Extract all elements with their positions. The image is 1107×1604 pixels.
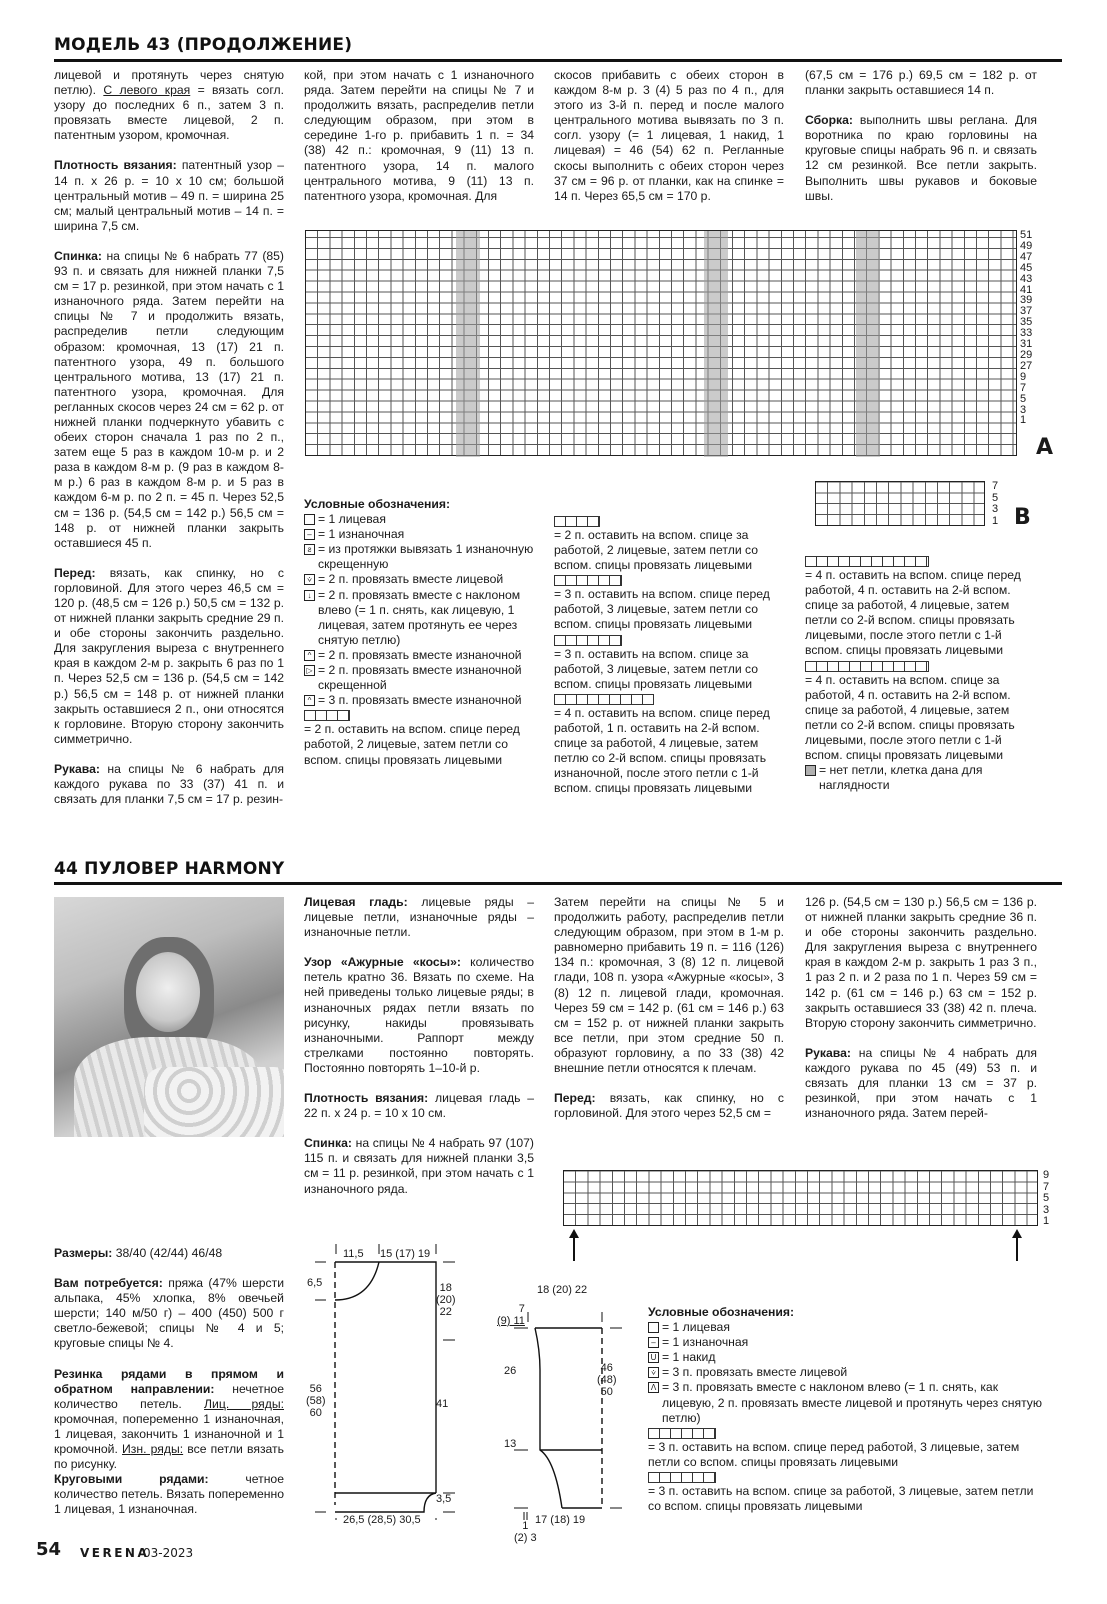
cable-4-4-4-back-symbol-icon <box>805 661 929 672</box>
legend-item: ^ = 3 п. провязать вместе изнаночной <box>304 693 536 708</box>
chart-a-letter: A <box>1036 435 1054 460</box>
magazine-brand: VERENA <box>80 1546 150 1560</box>
cable-3-3-front-symbol-icon <box>554 575 622 586</box>
front-paragraph: Перед: вязать, как спинку, но с горловиной. Для этого через 46,5 см = 120 р. (48,5 см = 126 р.) 50,5 см = 132 р. от нижней планки закрыть средние 29 п. и обе стороны закончить раздельно. Для закругления выреза с внутреннего края в каждом 2-м р. закрыть 6 раз по 1 п. Через 52,5 см = 136 р. (54,5 см = 142 р.) 56,5 см = 148 р. от нижней планки закрыть оставшиеся 2 п., они относятся к горловине. Вторую сторону закончить симметрично. <box>54 565 284 746</box>
magazine-issue: 03-2023 <box>143 1546 194 1560</box>
left-edge-label: С левого края <box>103 83 191 98</box>
cable-3-3-back-symbol-icon <box>554 635 622 646</box>
rib-paragraph: Резинка рядами в прямом и обратном направлении: нечетное количество петель. Лиц. ряды: кромочная, попеременно 1 изнаночная, 1 лицевая, закончить 1 изнаночной и 1 кромочной. Изн. ряды: все петли вязать по рисунку. <box>54 1366 284 1472</box>
p3tog-symbol-icon: ^ <box>304 695 315 706</box>
cable-2-2-front-symbol-icon <box>304 710 350 721</box>
legend-item: ƨ = из протяжки вывязать 1 изнаночную скрещенную <box>304 542 536 572</box>
assembly-paragraph: Сборка: выполнить швы реглана. Для воротника по краю горловины на круговые спицы набрать 96 п. и связать 12 см резинкой. Все петли закрыть. Выполнить швы рукавов и боковые швы. <box>805 113 1037 203</box>
no-stitch-column <box>856 231 880 457</box>
schematic-shoulder-height: 18 (20) 22 <box>436 1282 456 1318</box>
model-photo <box>54 897 284 1137</box>
no-stitch-column <box>704 231 728 457</box>
legend-item: = 1 лицевая <box>648 1320 1043 1335</box>
back-paragraph: Спинка: на спицы № 6 набрать 77 (85) 93 п. и связать для нижней планки 7,5 см = 17 р. резинкой, при этом начать с 1 изнаночного ряда. Затем перейти на спицы № 7 и продолжить вязать, распределив петли следующим образом: кромочная, 13 (17) 21 п. патентного узора, 49 п. большого центрального мотива, 13 (17) 21 п. патентного узора, кромочная. Для регланных скосов через 24 см = 62 р. от нижней планки подчеркнуто убавить с обеих сторон сначала 1 раз по 2 п., затем еще 5 раз в каждом 10-м р. и 2 раза в каждом 8-м р. (9 раз в каждом 8-м р.) 6 раз в каждом 8-м р. и 5 раз в каждом 6-м р. по 2 п. = 45 п. Через 52,5 см = 136 р. (54,5 см = 142 р.) 56,5 см = 148 р. от нижней планки закрыть оставшиеся 45 п. <box>54 248 284 550</box>
knit-symbol-icon <box>648 1322 659 1333</box>
sleeves-paragraph: Рукава: на спицы № 4 набрать для каждого рукава по 45 (49) 53 п. и связать для планки 13 см = 37 р. резинкой, при этом начать с 1 изнаночного ряда. Затем перей- <box>805 1045 1037 1121</box>
sk2p-symbol-icon: Λ <box>648 1382 659 1393</box>
p2tog-symbol-icon: ^ <box>304 650 315 661</box>
legend-item: ↓ = 2 п. провязать вместе с наклоном влево (= 1 п. снять, как лицевую, 1 лицевая, затем протянуть ее через снятую петлю) <box>304 588 536 648</box>
model44-column-3: Затем перейти на спицы № 5 и продолжить работу, распределив петли следующим образом, при этом в 1-м р. равномерно прибавить 19 п. = 116 (126) 134 п.: кромочная, 3 (8) 12 п. лицевой глади, 108 п. узора «Ажурные «косы», 3 (8) 12 п. лицевой глади, кромочная. Через 59 см = 142 р. (61 см = 146 р.) 63 см = 152 р. от нижней планки закрыть все петли, при этом средние 50 п. образуют горловину, а по 33 (38) 42 внешние петли относятся к плечам. Перед: вязать, как спинку, но с горловиной. Для этого через 52,5 см = <box>554 895 784 1121</box>
chart-a-row-labels: 51 49 47 45 43 41 39 37 35 33 31 29 27 9 7 5 3 1 <box>1020 229 1033 427</box>
legend-item: ▷ = 2 п. провязать вместе изнаночной скрещенной <box>304 663 536 693</box>
schematic-total-length: 56 (58) 60 <box>306 1383 326 1419</box>
model43-column-2: кой, при этом начать с 1 изнаночного ряда. Затем перейти на спицы № 7 и продолжить вязать, распределив петли следующим образом, при этом в середине 1-го р. прибавить 1 п. = 34 (38) 42 п.: кромочная, 9 (11) 13 п. патентного узора, 14 п. малого центрального мотива, 9 (11) 13 п. патентного узора, кромочная. Для <box>304 68 534 203</box>
twisted-purl-symbol-icon: ƨ <box>304 544 315 555</box>
model44-column-2 <box>304 895 534 1197</box>
model44-title: 44 ПУЛОВЕР HARMONY <box>54 859 285 879</box>
knit-symbol-icon <box>304 514 315 525</box>
model43-column-1: лицевой и протянуть через снятую петлю). С левого края = вязать согл. узору до последних 6 п., затем 3 п. провязать вместе лицевой, 2 п. патентным узором, кромочная. Плотность вязания: патентный узор – 14 п. х 26 р. = 10 х 10 см; большой центральный мотив – 49 п. = ширина 25 см; малый центральный мотив – 14 п. = ширина 7,5 см. Спинка: на спицы № 6 набрать 77 (85) 93 п. и связать для нижней планки 7,5 см = 17 р. резинкой, при этом начать с 1 изнаночного ряда. Затем перейти на спицы № 7 и продолжить вязать, распределив петли следующим образом: кромочная, 13 (17) 21 п. патентного узора, 49 п. большого центрального мотива, 13 (17) 21 п. патентного узора, кромочная. Для регланных скосов через 24 см = 62 р. от нижней планки подчеркнуто убавить с обеих сторон сначала 1 раз по 2 п., затем еще 5 раз в каждом 10-м р. и 2 раза в каждом 8-м р. (9 раз в каждом 8-м р.) 6 раз в каждом 8-м р. и 5 раз в каждом 6-м р. по 2 п. = 45 п. Через 52,5 см = 136 р. (54,5 см = 142 р.) 56,5 см = 148 р. от нижней планки закрыть оставшиеся 45 п. Перед: вязать, как спинку, но с горловиной. Для этого через 46,5 см = 120 р. (48,5 см = 126 р.) 50,5 см = 132 р. от нижней планки закрыть средние 29 п. и обе стороны закончить раздельно. Для закругления выреза с внутреннего края в каждом 2-м р. закрыть 6 раз по 1 п. Через 52,5 см = 136 р. (54,5 см = 142 р.) 56,5 см = 148 р. от нижней планки закрыть оставшиеся 2 п., они относятся к горловине. Вторую сторону закончить симметрично. Рукава: на спицы № 6 набрать для каждого рукава по 33 (37) 41 п. и связать для планки 7,5 см = 17 р. резин- <box>54 68 285 807</box>
cable-4-1-4-front-symbol-icon <box>554 694 654 705</box>
density-paragraph: Плотность вязания: лицевая гладь – 22 п. х 24 р. = 10 х 10 см. <box>304 1091 534 1121</box>
knitting-chart-lace-cables <box>563 1170 1038 1226</box>
no-stitch-column <box>456 231 480 457</box>
chart-b-letter: B <box>1014 505 1031 530</box>
sizes-paragraph: Размеры: 38/40 (42/44) 46/48 <box>54 1246 223 1260</box>
k3tog-symbol-icon: ⩒ <box>648 1367 659 1378</box>
chart-b-row-labels: 7 5 3 1 <box>992 480 999 527</box>
legend-item: = нет петли, клетка дана для наглядности <box>805 763 1037 793</box>
sleeves-paragraph: Рукава: на спицы № 6 набрать для каждого рукава по 33 (37) 41 п. и связать для планки 7,5 см = 17 р. резин- <box>54 761 284 807</box>
sleeve-schematic <box>500 1300 640 1520</box>
cable-2-2-back-symbol-icon <box>554 516 600 527</box>
model43-legend-part-3: = 4 п. оставить на вспом. спице перед работой, 4 п. оставить на 2-й вспом. спице за работой, 4 лицевые, затем петли со 2-й вспом. спицы провязать лицевыми, после этого петли с 1-й вспом. спицы провязать лицевыми = 4 п. оставить на вспом. спице за работой, 4 п. оставить на 2-й вспом. спице за работой, 4 лицевые, затем петли со 2-й вспом. спицы провязать лицевыми, после этого петли с 1-й вспом. спицы провязать лицевыми = нет петли, клетка дана для наглядности <box>805 554 1037 793</box>
knitting-chart-a <box>305 230 1017 456</box>
model44-column-1 <box>54 1246 284 1518</box>
knitting-chart-b <box>815 481 985 526</box>
k2tog-symbol-icon: ⩒ <box>304 574 315 585</box>
repeat-end-arrow-icon <box>1016 1237 1018 1261</box>
purl-symbol-icon: – <box>304 529 315 540</box>
cable-4-4-4-front-symbol-icon <box>805 556 929 567</box>
cable-3-3-back-symbol-icon <box>648 1472 716 1483</box>
model43-title: МОДЕЛЬ 43 (ПРОДОЛЖЕНИЕ) <box>54 35 353 55</box>
yarn-over-symbol-icon: U <box>648 1352 659 1363</box>
round-rib-paragraph: Круговыми рядами: четное количество петель. Вязать попеременно 1 лицевая, 1 изнаночная. <box>54 1472 284 1517</box>
model44-legend: Условные обозначения: = 1 лицевая – = 1 изнаночная U = 1 накид ⩒ = 3 п. провязать вместе лицевой Λ = 3 п. провязать вместе с наклоном влево (= 1 п. снять, как лицевую, 2 п. провязать вместе лицевой и протянуть через снятую петлю) = 3 п. оставить на вспом. спице перед работой, 3 лицевые, затем петли со вспом. спицы провязать лицевыми = 3 п. оставить на вспом. спице за работой, 3 лицевые, затем петли со вспом. спицы провязать лицевыми <box>648 1305 1043 1514</box>
ssk-symbol-icon: ↓ <box>304 590 315 601</box>
model43-column-4: (67,5 см = 176 р.) 69,5 см = 182 р. от планки закрыть оставшиеся 14 п. Сборка: выполнить швы реглана. Для воротника по краю горловины на круговые спицы набрать 96 п. и связать 12 см резинкой. Все петли закрыть. Выполнить швы рукавов и боковые швы. <box>805 68 1037 203</box>
cable-3-3-front-symbol-icon <box>648 1428 716 1439</box>
model44-column-4: 126 р. (54,5 см = 130 р.) 56,5 см = 136 р. от нижней планки закрыть средние 36 п. и обе стороны закончить раздельно. Для закругления выреза с внутреннего края в каждом 2-м р. закрыть 1 раз 3 п., 1 раз 2 п. и 2 раза по 1 п. Через 59 см = 142 р. (61 см = 146 р.) 63 см = 152 р. закрыть оставшиеся 33 (38) 42 п. плеча. Вторую сторону закончить симметрично. Рукава: на спицы № 4 набрать для каждого рукава по 45 (49) 53 п. и связать для планки 13 см = 37 р. резинкой, при этом начать с 1 изнаночного ряда. Затем перей- <box>805 895 1037 1121</box>
density-paragraph: Плотность вязания: патентный узор – 14 п. х 26 р. = 10 х 10 см; большой центральный мотив – 49 п. = ширина 25 см; малый центральный мотив – 14 п. = ширина 7,5 см. <box>54 158 284 233</box>
purl-symbol-icon: – <box>648 1337 659 1348</box>
model43-legend-part-1: Условные обозначения: = 1 лицевая – = 1 изнаночная ƨ = из протяжки вывязать 1 изнаночную скрещенную ⩒ = 2 п. провязать вместе лицевой ↓ = 2 п. провязать вместе с наклоном влево (= 1 п. снять, как лицевую, 1 лицевая, затем протянуть ее через снятую петлю) ^ = 2 п. провязать вместе изнаночной ▷ = 2 п. провязать вместе изнаночной скрещенной ^ = 3 п. провязать вместе изнаночной = 2 п. оставить на вспом. спице перед работой, 2 лицевые, затем петли со вспом. спицы провязать лицевыми <box>304 497 536 768</box>
legend-item: – = 1 изнаночная <box>304 527 536 542</box>
chart-row-labels: 9 7 5 3 1 <box>1043 1169 1050 1227</box>
legend-item: = 1 лицевая <box>304 512 536 527</box>
legend-item: U = 1 накид <box>648 1350 1043 1365</box>
legend-item: – = 1 изнаночная <box>648 1335 1043 1350</box>
pattern-paragraph: Узор «Ажурные «косы»: количество петель кратно 36. Вязать по схеме. На ней приведены только лицевые ряды; в изнаночных рядах петли вязать по рисунку, накиды провязывать изнаночными. Раппорт между стрелками постоянно повторять. Постоянно повторять 1–10-й р. <box>304 955 534 1075</box>
legend-item: ⩒ = 3 п. провязать вместе лицевой <box>648 1365 1043 1380</box>
back-paragraph: Спинка: на спицы № 4 набрать 97 (107) 115 п. и связать для нижней планки 3,5 см = 11 р. резинкой, при этом начать с 1 изнаночного ряда. <box>304 1136 534 1196</box>
model43-legend-part-2: = 2 п. оставить на вспом. спице за работой, 2 лицевые, затем петли со вспом. спицы провязать лицевыми = 3 п. оставить на вспом. спице перед работой, 3 лицевые, затем петли со вспом. спицы провязать лицевыми = 3 п. оставить на вспом. спице за работой, 3 лицевые, затем петли со вспом. спицы провязать лицевыми = 4 п. оставить на вспом. спице перед работой, 1 п. оставить на 2-й вспом. спице за работой, 4 лицевые, затем петлю со 2-й вспом. спицы провязать изнаночной, после этого петли с 1-й вспом. спицы провязать лицевыми <box>554 514 786 796</box>
legend-item: Λ = 3 п. провязать вместе с наклоном влево (= 1 п. снять, как лицевую, 2 п. провязать вместе лицевой и протянуть через снятую петлю) <box>648 1380 1043 1425</box>
schematic-sleeve-length: 46 (48) 50 <box>597 1362 617 1398</box>
materials-paragraph: Вам потребуется: пряжа (47% шерсти альпака, 45% хлопка, 8% овечьей шерсти; 140 м/50 г) – 400 (450) 500 г светло-бежевой; спицы № 4 и 5; круговые спицы № 4. <box>54 1276 284 1351</box>
page-number: 54 <box>36 1539 62 1560</box>
p2tog-tbl-symbol-icon: ▷ <box>304 665 315 676</box>
title-rule <box>54 882 1062 885</box>
title-rule <box>54 59 1062 62</box>
model43-column-3: скосов прибавить с обеих сторон в каждом 8-м р. 3 (4) 5 раз по 4 п., для этого из 3-й п. перед и после малого центрального мотива вывязать по 3 п. согл. узору (= 1 лицевая, 1 накид, 1 лицевая) = 46 (54) 62 п. Регланные скосы выполнить с обеих сторон через 37 см = 96 р. от планки, как на спинке = 14 п. Через 65,5 см = 170 р. <box>554 68 784 203</box>
repeat-start-arrow-icon <box>573 1237 575 1261</box>
stockinette-paragraph: Лицевая гладь: лицевые ряды – лицевые петли, изнаночные ряды – изнаночные петли. <box>304 895 534 940</box>
front-paragraph: Перед: вязать, как спинку, но с горловиной. Для этого через 52,5 см = <box>554 1091 784 1121</box>
legend-item: ⩒ = 2 п. провязать вместе лицевой <box>304 572 536 587</box>
no-stitch-symbol-icon <box>805 765 816 776</box>
legend-item: ^ = 2 п. провязать вместе изнаночной <box>304 648 536 663</box>
schematic-sleeve-offset: 1 (2) 3 <box>514 1520 537 1544</box>
schematic-cap: 7 (9) 11 <box>497 1303 525 1327</box>
